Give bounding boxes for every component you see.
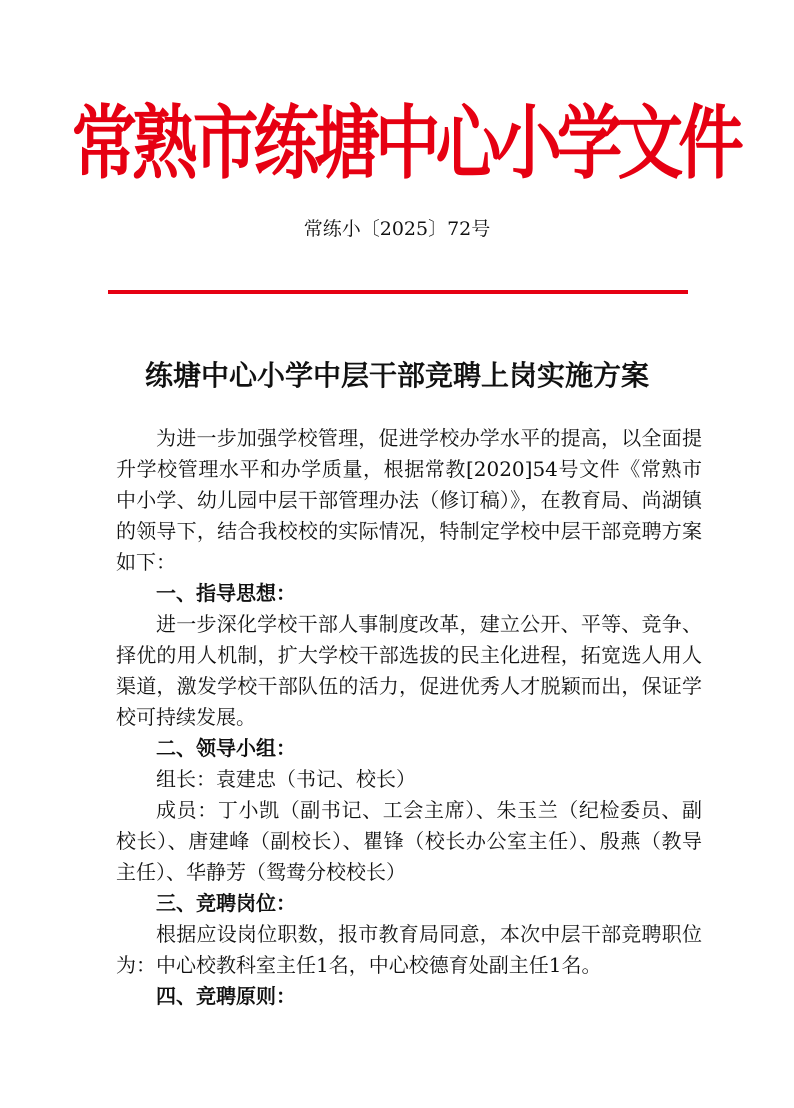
positions-paragraph: 根据应设岗位职数，报市教育局同意，本次中层干部竞聘职位为：中心校教科室主任1名，中心校德育处副主任1名。 bbox=[116, 922, 702, 977]
section-heading-guiding-ideology: 一、指导思想： bbox=[156, 581, 296, 605]
section-heading-positions: 三、竞聘岗位： bbox=[156, 891, 296, 915]
document-number: 常练小〔2025〕72号 bbox=[303, 218, 491, 240]
red-divider-line bbox=[108, 290, 688, 294]
section-heading-leadership-group: 二、领导小组： bbox=[156, 736, 296, 760]
guiding-ideology-paragraph: 进一步深化学校干部人事制度改革，建立公开、平等、竞争、择优的用人机制，扩大学校干部选拔的民主化进程，拓宽选人用人渠道，激发学校干部队伍的活力，促进优秀人才脱颖而出，保证学校可持续发展。 bbox=[116, 612, 702, 729]
section-heading-principles: 四、竞聘原则： bbox=[156, 984, 296, 1008]
document-body bbox=[116, 423, 702, 1012]
document-title: 练塘中心小学中层干部竞聘上岗实施方案 bbox=[144, 359, 649, 392]
members-paragraph: 成员：丁小凯（副书记、工会主席）、朱玉兰（纪检委员、副校长）、唐建峰（副校长）、瞿锋（校长办公室主任）、殷燕（教导主任）、华静芳（鸳鸯分校校长） bbox=[116, 798, 702, 884]
leader-paragraph: 组长：袁建忠（书记、校长） bbox=[156, 767, 416, 791]
intro-paragraph: 为进一步加强学校管理，促进学校办学水平的提高，以全面提升学校管理水平和办学质量，根据常教[2020]54号文件《常熟市中小学、幼儿园中层干部管理办法（修订稿）》，在教育局、尚湖镇的领导下，结合我校校的实际情况，特制定学校中层干部竞聘方案如下： bbox=[116, 426, 702, 574]
masthead-title: 常熟市练塘中心小学文件 bbox=[71, 97, 739, 190]
